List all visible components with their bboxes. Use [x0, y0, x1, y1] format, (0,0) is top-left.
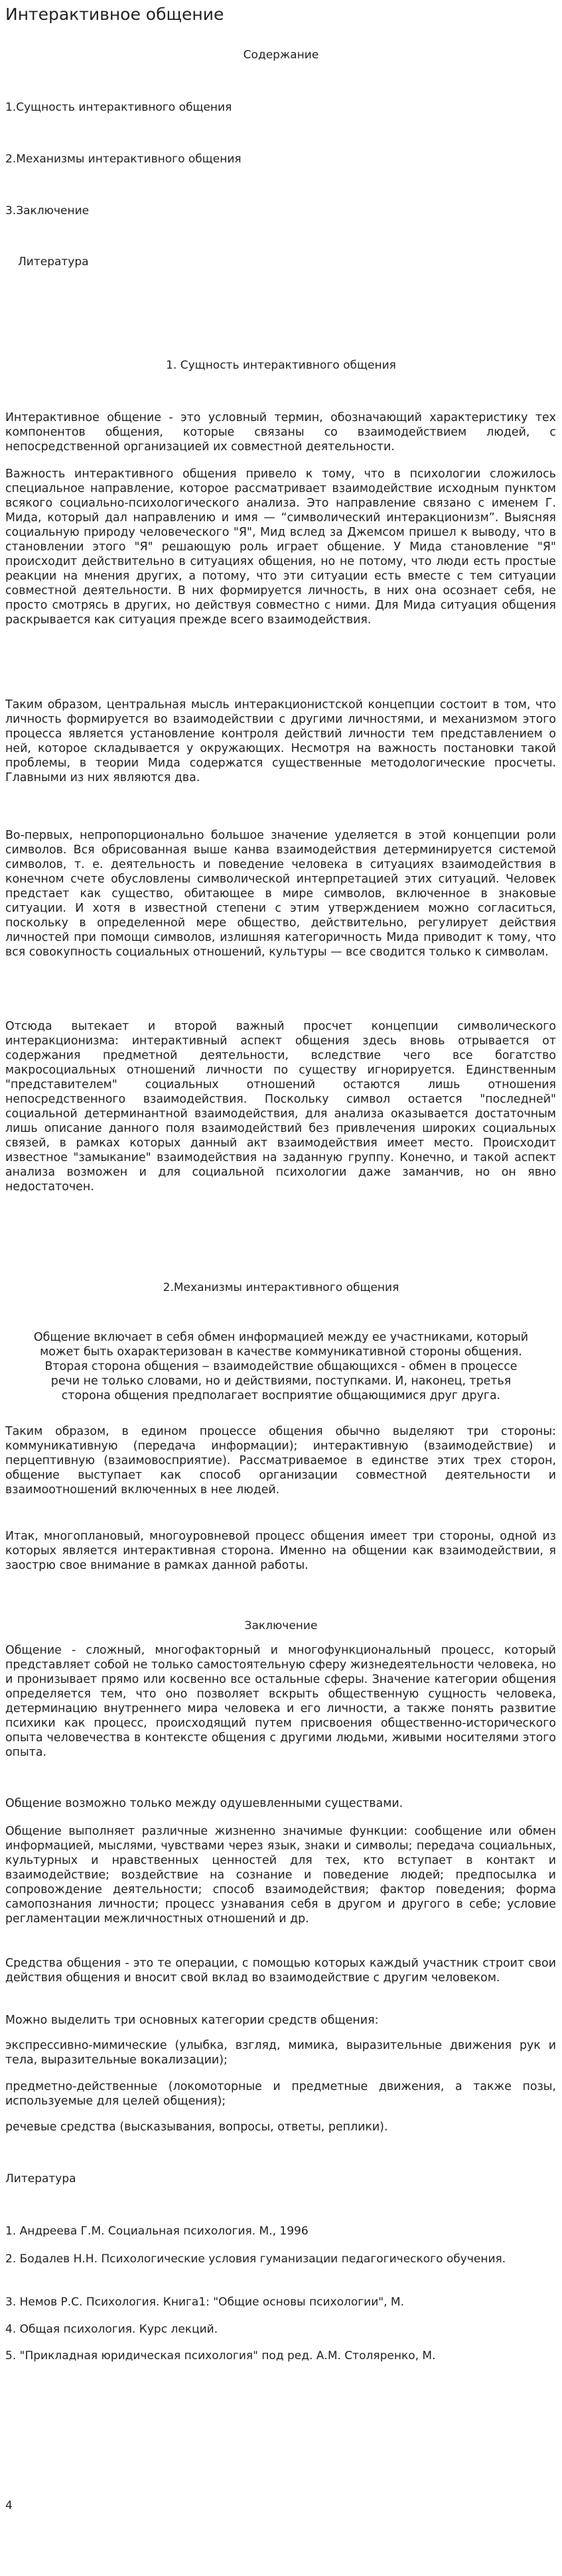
toc-item-3: 3.Заключение: [5, 204, 90, 217]
conclusion-paragraph-2: Общение возможно только между одушевленными существами.: [5, 1797, 403, 1810]
section2-intro-line-5: сторона общения предполагает восприятие общающимися друг друга.: [61, 1389, 501, 1402]
conclusion-paragraph-3: Общение выполняет различные жизненно значимые функции: сообщение или обмен информацией, мыслями, чувствами через язык, знаки и символы; передача социальных, культурных и нравственных ценностей для тех, кто вступает в контакт и взаимодействие; воздействие на сознание и поведение людей; предпосылка и сопровождение деятельности; способ взаимодействия; фактор поведения; форма самопознания личности; процесс узнавания себя в другом и другого в себе; условие регламентации межличностных отношений и др.: [5, 1825, 556, 1926]
section1-paragraph-3: Таким образом, центральная мысль интеракционистской концепции состоит в том, что личность формируется во взаимодействии с другими личностями, и механизмом этого процесса является установление контроля действий личности тем представлением о ней, которое складывается у окружающих. Несмотря на важность постановки такой проблемы, в теории Мида содержатся существенные методологические просчеты. Главными из них являются два.: [5, 698, 556, 784]
conclusion-list-item-2: предметно-действенные (локомоторные и предметные движения, а также позы, используемые для целей общения);: [5, 2080, 556, 2108]
conclusion-list-item-3: речевые средства (высказывания, вопросы, ответы, реплики).: [5, 2120, 388, 2134]
reference-item-5: 5. "Прикладная юридическая психология" под ред. А.М. Столяренко, М.: [5, 2349, 436, 2362]
section2-paragraph-2: Итак, многоплановый, многоуровневой процесс общения имеет три стороны, одной из которых является интерактивная сторона. Именно на общении как взаимодействии, я заострю свое внимание в рамках данной работы.: [5, 1530, 556, 1572]
section2-paragraph-1: Таким образом, в едином процессе общения обычно выделяют три стороны: коммуникативную (передача информации); интерактивную (взаимодействие) и перцептивную (взаимовосприятие). Рассматриваемое в единстве этих трех сторон, общение выступает как способ организации совместной деятельности и взаимоотношений включенных в нее людей.: [5, 1425, 556, 1497]
document-title: Интерактивное общение: [5, 5, 224, 24]
toc-heading: Содержание: [243, 48, 319, 62]
section2-intro-line-3: Вторая сторона общения ‒ взаимодействие общающихся - обмен в процессе: [44, 1360, 518, 1373]
section2-intro-line-1: Общение включает в себя обмен информацией между ее участниками, который: [33, 1331, 529, 1344]
section1-paragraph-5: Отсюда вытекает и второй важный просчет концепции символического интеракционизма: интерактивный аспект общения здесь вновь отрывается от содержания предметной деятельности, вследствие чего все богатство макросоциальных отношений личности по существу игнорируется. Единственным "представителем" социальных отношений остаются лишь отношения непосредственного взаимодействия. Поскольку символ остается "последней" социальной детерминантной взаимодействия, для анализа оказывается достаточным лишь описание данного поля взаимодействий без привлечения широких социальных связей, в рамках которых данный акт взаимодействия имеет место. Происходит известное "замыкание" взаимодействия на заданную группу. Конечно, и такой аспект анализа возможен и для социальной психологии даже заманчив, но он явно недостаточен.: [5, 1020, 556, 1194]
section1-heading: 1. Сущность интерактивного общения: [166, 359, 396, 372]
conclusion-paragraph-4: Средства общения - это те операции, с помощью которых каждый участник строит свои действия общения и вносит свой вклад во взаимодействие с другим человеком.: [5, 1957, 556, 1985]
page-number: 4: [5, 2499, 13, 2512]
conclusion-list-item-1: экспрессивно-мимические (улыбка, взгляд, мимика, выразительные движения рук и тела, выразительные вокализации);: [5, 2039, 556, 2067]
section1-paragraph-1: Интерактивное общение - это условный термин, обозначающий характеристику тех компонентов общения, которые связаны со взаимодействием людей, с непосредственной организацией их совместной деятельности.: [5, 411, 556, 454]
conclusion-paragraph-5: Можно выделить три основных категории средств общения:: [5, 2014, 379, 2027]
reference-item-3: 3. Немов Р.С. Психология. Книга1: "Общие основы психологии", М.: [5, 2296, 404, 2309]
section2-heading: 2.Механизмы интерактивного общения: [163, 1281, 399, 1294]
section1-paragraph-2: Важность интерактивного общения привело к тому, что в психологии сложилось специальное направление, которое рассматривает взаимодействие исходным пунктом всякого социально-психологического анализа. Это направление связано с именем Г. Мида, который дал направлению и имя — “символический интеракционизм”. Выясняя социальную природу человеческого "Я", Мид вслед за Джемсом пришел к выводу, что в становлении этого "Я" решающую роль играет общение. У Мида становление "Я" происходит действительно в ситуациях общения, но не потому, что люди есть простые реакции на мнения других, а потому, что эти ситуации есть вместе с тем ситуации совместной деятельности. В них формируется личность, в них она осознает себя, не просто смотрясь в других, но действуя совместно с ними. Для Мида ситуация общения раскрывается как ситуация прежде всего взаимодействия.: [5, 467, 556, 627]
toc-item-2: 2.Механизмы интерактивного общения: [5, 153, 242, 166]
references-heading: Литература: [5, 2172, 76, 2185]
toc-item-4: Литература: [18, 255, 89, 269]
section1-paragraph-4: Во-первых, непропорционально большое значение уделяется в этой концепции роли символов. Вся обрисованная выше канва взаимодействия детерминируется системой символов, т. е. деятельность и поведение человека в ситуациях взаимодействия в конечном счете обусловлены символической интерпретацией этих ситуаций. Человек предстает как существо, обитающее в мире символов, включенное в знаковые ситуации. И хотя в известной степени с этим утверждением можно согласиться, поскольку в определенной мере общество, действительно, регулирует действия личностей при помощи символов, излишняя категоричность Мида приводит к тому, что вся совокупность социальных отношений, культуры — все сводится только к символам.: [5, 829, 556, 959]
conclusion-heading: Заключение: [244, 1619, 318, 1632]
section2-intro: [0, 1330, 562, 1403]
toc-item-1: 1.Сущность интерактивного общения: [5, 101, 232, 114]
reference-item-1: 1. Андреева Г.М. Социальная психология. М., 1996: [5, 2225, 309, 2238]
conclusion-paragraph-1: Общение - сложный, многофакторный и многофункциональный процесс, который представляет собой не только самостоятельную сферу жизнедеятельности человека, но и пронизывает прямо или косвенно все остальные сферы. Значение категории общения определяется тем, что оно позволяет вскрыть общественную сущность человека, детерминацию внутреннего мира человека и его личности, а также понять развитие психики как процесс, происходящий путем присвоения общественно-исторического опыта человечества в контексте общения с другими людьми, живыми носителями этого опыта.: [5, 1644, 556, 1759]
reference-item-2: 2. Бодалев Н.Н. Психологические условия гуманизации педагогического обучения.: [5, 2252, 506, 2266]
section2-intro-line-4: речи не только словами, но и действиями, поступками. И, наконец, третья: [50, 1375, 512, 1388]
section2-intro-line-2: может быть охарактеризован в качестве коммуникативной стороны общения.: [40, 1345, 522, 1359]
reference-item-4: 4. Общая психология. Курс лекций.: [5, 2323, 218, 2336]
